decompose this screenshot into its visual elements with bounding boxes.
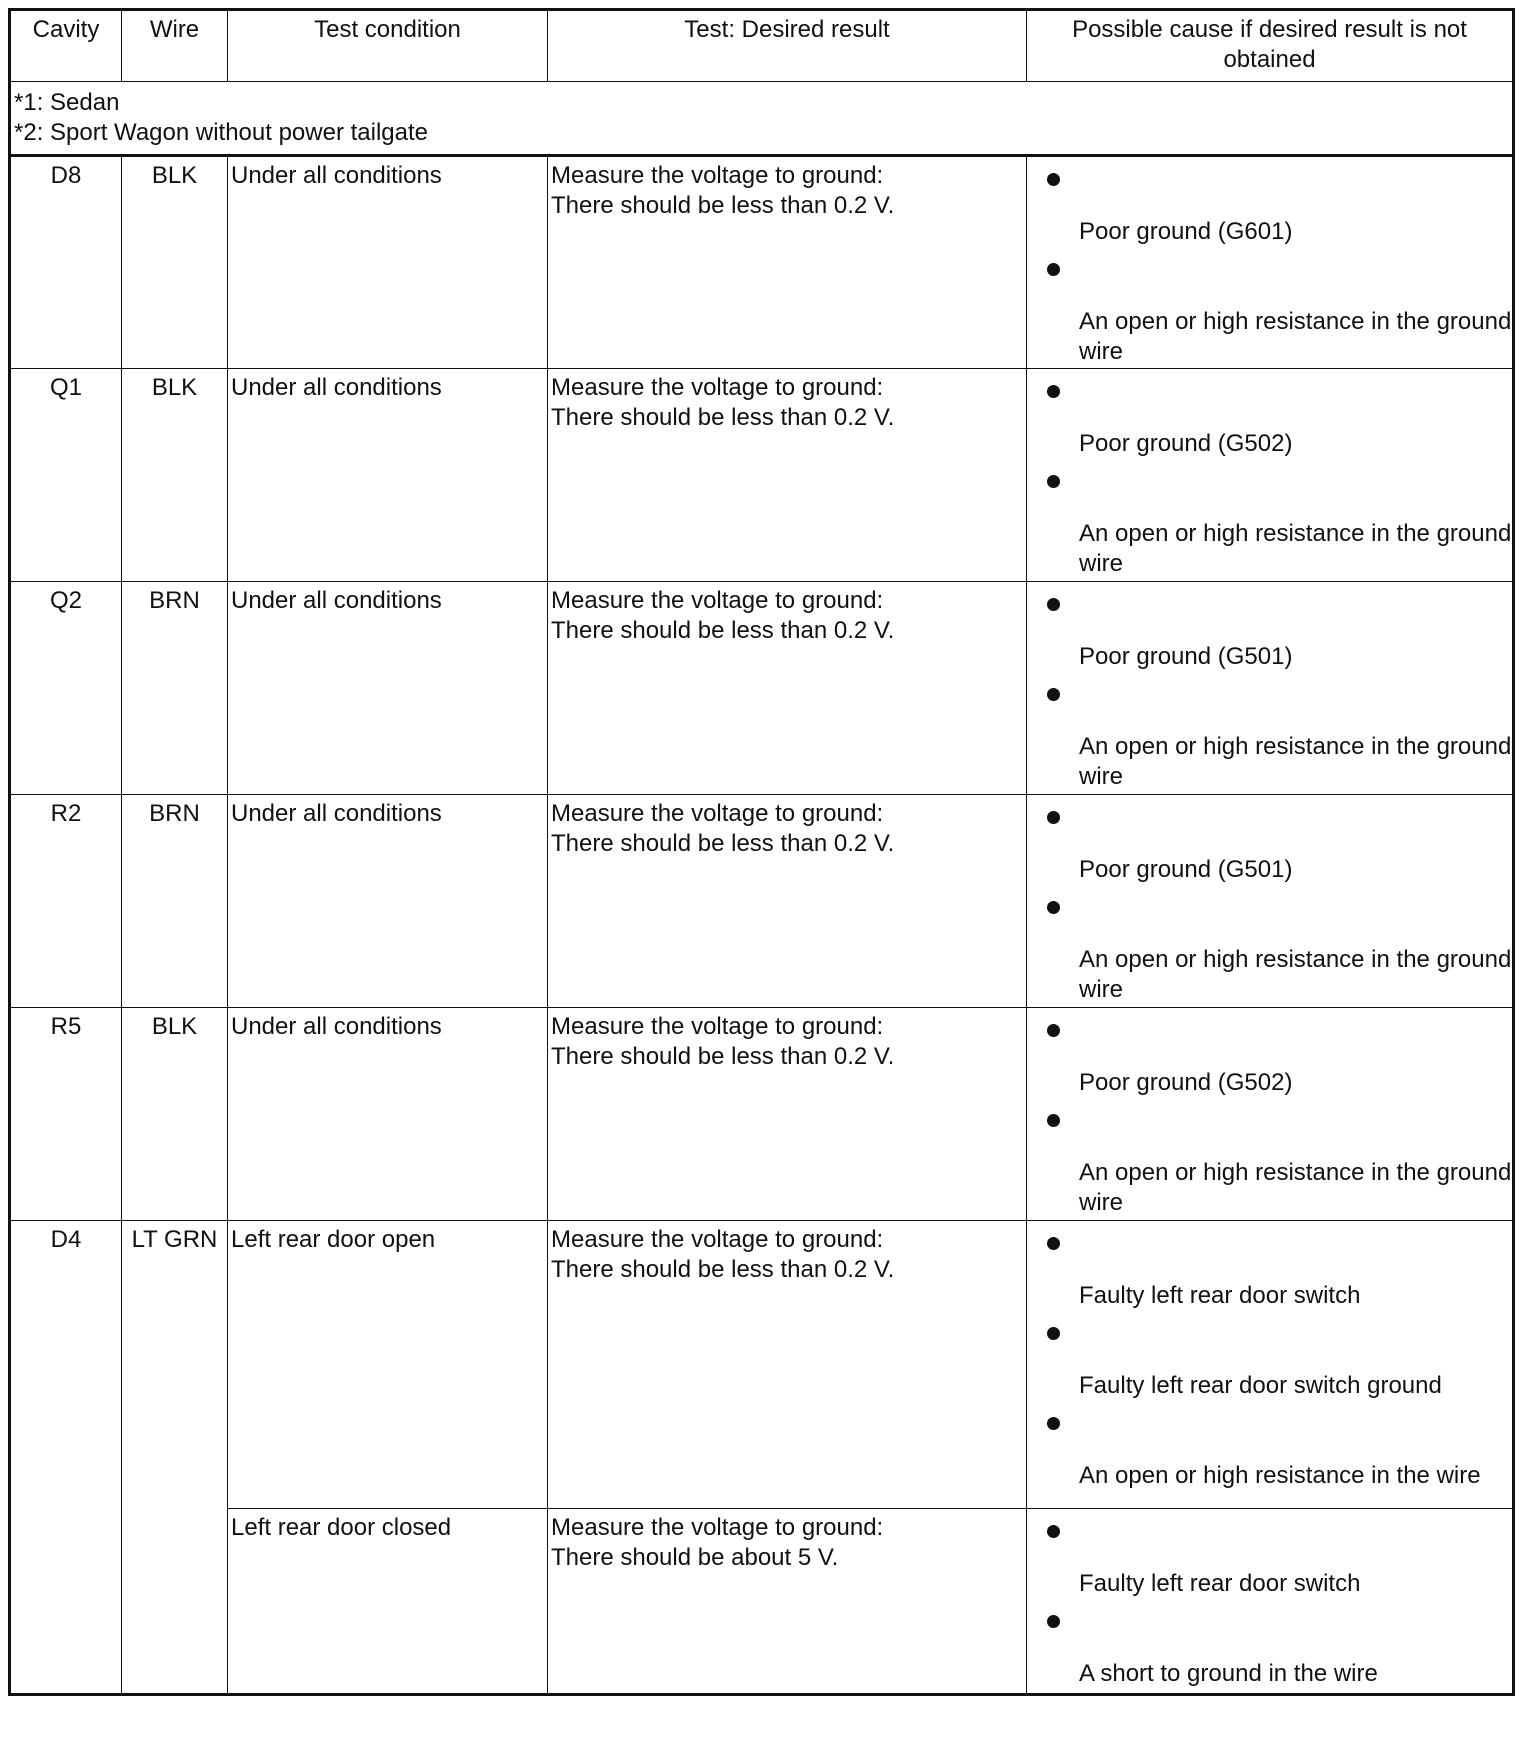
header-possible-cause: Possible cause if desired result is not obtained [1027,10,1514,82]
bullet-icon [1047,1327,1060,1340]
bullet-icon [1047,1024,1060,1037]
result-cell [548,1221,1027,1509]
cause-cell [1027,1221,1514,1509]
result-cell [548,1008,1027,1221]
cause-text: Poor ground (G501) [1079,643,1293,670]
table-row [10,582,1514,795]
result-line: There should be less than 0.2 V. [551,617,895,644]
bullet-icon [1047,901,1060,914]
result-cell [548,156,1027,369]
wire-cell: BRN [122,795,228,1008]
cavity-cell: Q1 [10,369,122,582]
cause-item [1027,385,1512,459]
result-line: Measure the voltage to ground: [551,162,884,189]
result-line: There should be less than 0.2 V. [551,830,895,857]
bullet-icon [1047,1114,1060,1127]
cause-cell [1027,795,1514,1008]
table-row [10,156,1514,369]
bullet-icon [1047,688,1060,701]
cause-text: An open or high resistance in the ground wire [1079,733,1512,790]
cause-text: Faulty left rear door switch [1079,1282,1361,1309]
bullet-icon [1047,173,1060,186]
notes-row [10,82,1514,156]
header-test-condition: Test condition [228,10,548,82]
table-row [10,1509,1514,1695]
note-sport-wagon: *2: Sport Wagon without power tailgate [14,119,429,146]
cause-cell [1027,369,1514,582]
cause-cell [1027,582,1514,795]
wire-cell: BLK [122,369,228,582]
test-table [8,8,1515,1696]
cause-item [1027,598,1512,672]
cause-text: An open or high resistance in the ground wire [1079,520,1512,577]
cause-text: An open or high resistance in the ground wire [1079,946,1512,1003]
bullet-icon [1047,1615,1060,1628]
condition-cell: Under all conditions [228,582,548,795]
wire-cell: BLK [122,1008,228,1221]
cause-text: Poor ground (G502) [1079,1069,1293,1096]
result-line: There should be less than 0.2 V. [551,192,895,219]
cause-item [1027,173,1512,247]
cause-item [1027,811,1512,885]
result-line: Measure the voltage to ground: [551,374,884,401]
cause-item [1027,1237,1512,1311]
result-cell [548,369,1027,582]
cause-item [1027,688,1512,792]
result-line: Measure the voltage to ground: [551,587,884,614]
cause-text: An open or high resistance in the ground wire [1079,308,1512,365]
cavity-cell: D4 [10,1221,122,1695]
cause-text: An open or high resistance in the wire [1079,1462,1481,1489]
wire-cell: BLK [122,156,228,369]
wire-cell: BRN [122,582,228,795]
cause-text: An open or high resistance in the ground wire [1079,1159,1512,1216]
cause-cell [1027,156,1514,369]
bullet-icon [1047,475,1060,488]
table-row [10,795,1514,1008]
condition-cell: Under all conditions [228,795,548,1008]
cause-item [1027,263,1512,367]
result-line: There should be about 5 V. [551,1544,839,1571]
bullet-icon [1047,598,1060,611]
result-cell [548,795,1027,1008]
table-row [10,1008,1514,1221]
table-row [10,369,1514,582]
result-cell [548,582,1027,795]
condition-cell: Under all conditions [228,156,548,369]
cause-cell [1027,1509,1514,1695]
notes-cell [10,82,1514,156]
header-wire: Wire [122,10,228,82]
condition-cell: Under all conditions [228,369,548,582]
bullet-icon [1047,1237,1060,1250]
condition-cell: Under all conditions [228,1008,548,1221]
cause-item [1027,1327,1512,1401]
cause-text: Faulty left rear door switch ground [1079,1372,1442,1399]
bullet-icon [1047,811,1060,824]
cavity-cell: R2 [10,795,122,1008]
cause-item [1027,1024,1512,1098]
result-line: There should be less than 0.2 V. [551,404,895,431]
condition-cell: Left rear door closed [228,1509,548,1695]
cause-item [1027,1525,1512,1599]
cause-text: A short to ground in the wire [1079,1660,1378,1687]
header-cavity: Cavity [10,10,122,82]
cause-item [1027,1417,1512,1491]
cause-item [1027,1114,1512,1218]
result-line: There should be less than 0.2 V. [551,1043,895,1070]
result-cell [548,1509,1027,1695]
cause-text: Faulty left rear door switch [1079,1570,1361,1597]
cause-item [1027,901,1512,1005]
bullet-icon [1047,1525,1060,1538]
cavity-cell: R5 [10,1008,122,1221]
header-row [10,10,1514,82]
bullet-icon [1047,385,1060,398]
result-line: There should be less than 0.2 V. [551,1256,895,1283]
condition-cell: Left rear door open [228,1221,548,1509]
bullet-icon [1047,1417,1060,1430]
bullet-icon [1047,263,1060,276]
cause-text: Poor ground (G502) [1079,430,1293,457]
wire-cell: LT GRN [122,1221,228,1695]
cavity-cell: D8 [10,156,122,369]
result-line: Measure the voltage to ground: [551,800,884,827]
cavity-cell: Q2 [10,582,122,795]
cause-text: Poor ground (G601) [1079,218,1293,245]
cause-text: Poor ground (G501) [1079,856,1293,883]
cause-cell [1027,1008,1514,1221]
table-row [10,1221,1514,1509]
result-line: Measure the voltage to ground: [551,1514,884,1541]
cause-item [1027,1615,1512,1689]
note-sedan: *1: Sedan [14,89,120,116]
cause-item [1027,475,1512,579]
result-line: Measure the voltage to ground: [551,1013,884,1040]
header-desired-result: Test: Desired result [548,10,1027,82]
result-line: Measure the voltage to ground: [551,1226,884,1253]
